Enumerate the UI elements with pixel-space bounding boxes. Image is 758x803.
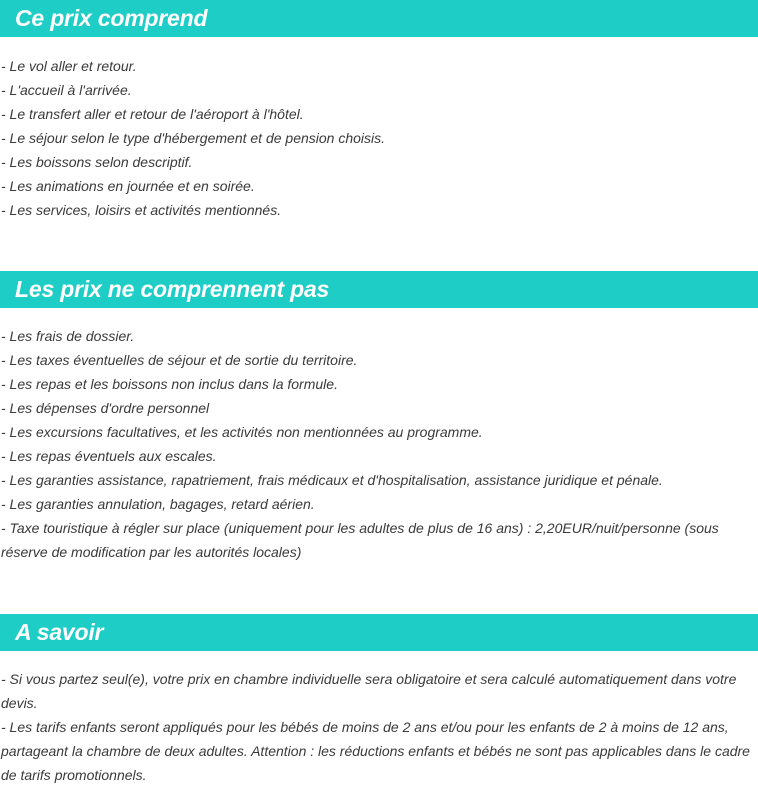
section-title-price-excludes: Les prix ne comprennent pas: [0, 271, 758, 308]
list-item: - Les boissons selon descriptif.: [1, 154, 193, 170]
section-price-excludes: [0, 271, 758, 564]
list-item: - Le vol aller et retour.: [1, 58, 137, 74]
section-title-price-includes: Ce prix comprend: [0, 0, 758, 37]
info-list: [0, 667, 758, 787]
list-item: - Le transfert aller et retour de l'aéroport à l'hôtel.: [1, 106, 304, 122]
list-item: - Les tarifs enfants seront appliqués pour les bébés de moins de 2 ans et/ou pour les enfants de 2 à moins de 12 ans, partageant la chambre de deux adultes. Attention : les réductions enfants et bébés ne sont pas applicables dans le cadre de tarifs promotionnels.: [1, 719, 750, 783]
list-item: - Les taxes éventuelles de séjour et de sortie du territoire.: [1, 352, 358, 368]
list-item: - Si vous partez seul(e), votre prix en chambre individuelle sera obligatoire et sera calculé automatiquement dans votre devis.: [1, 671, 737, 711]
includes-list: [0, 54, 758, 222]
list-item: - Les animations en journée et en soirée.: [1, 178, 255, 194]
section-good-to-know: [0, 614, 758, 787]
list-item: - Taxe touristique à régler sur place (uniquement pour les adultes de plus de 16 ans) : 2,20EUR/nuit/personne (sous réserve de modification par les autorités locales): [1, 520, 719, 560]
list-item: - Les excursions facultatives, et les activités non mentionnées au programme.: [1, 424, 483, 440]
list-item: - Les garanties annulation, bagages, retard aérien.: [1, 496, 315, 512]
list-item: - Les garanties assistance, rapatriement, frais médicaux et d'hospitalisation, assistance juridique et pénale.: [1, 472, 663, 488]
list-item: - Les repas et les boissons non inclus dans la formule.: [1, 376, 338, 392]
excludes-list: [0, 324, 758, 564]
list-item: - Les services, loisirs et activités mentionnés.: [1, 202, 282, 218]
list-item: - Les repas éventuels aux escales.: [1, 448, 217, 464]
list-item: - Les dépenses d'ordre personnel: [1, 400, 210, 416]
list-item: - L'accueil à l'arrivée.: [1, 82, 132, 98]
list-item: - Le séjour selon le type d'hébergement et de pension choisis.: [1, 130, 386, 146]
section-price-includes: [0, 0, 758, 222]
list-item: - Les frais de dossier.: [1, 328, 135, 344]
section-title-good-to-know: A savoir: [0, 614, 758, 651]
